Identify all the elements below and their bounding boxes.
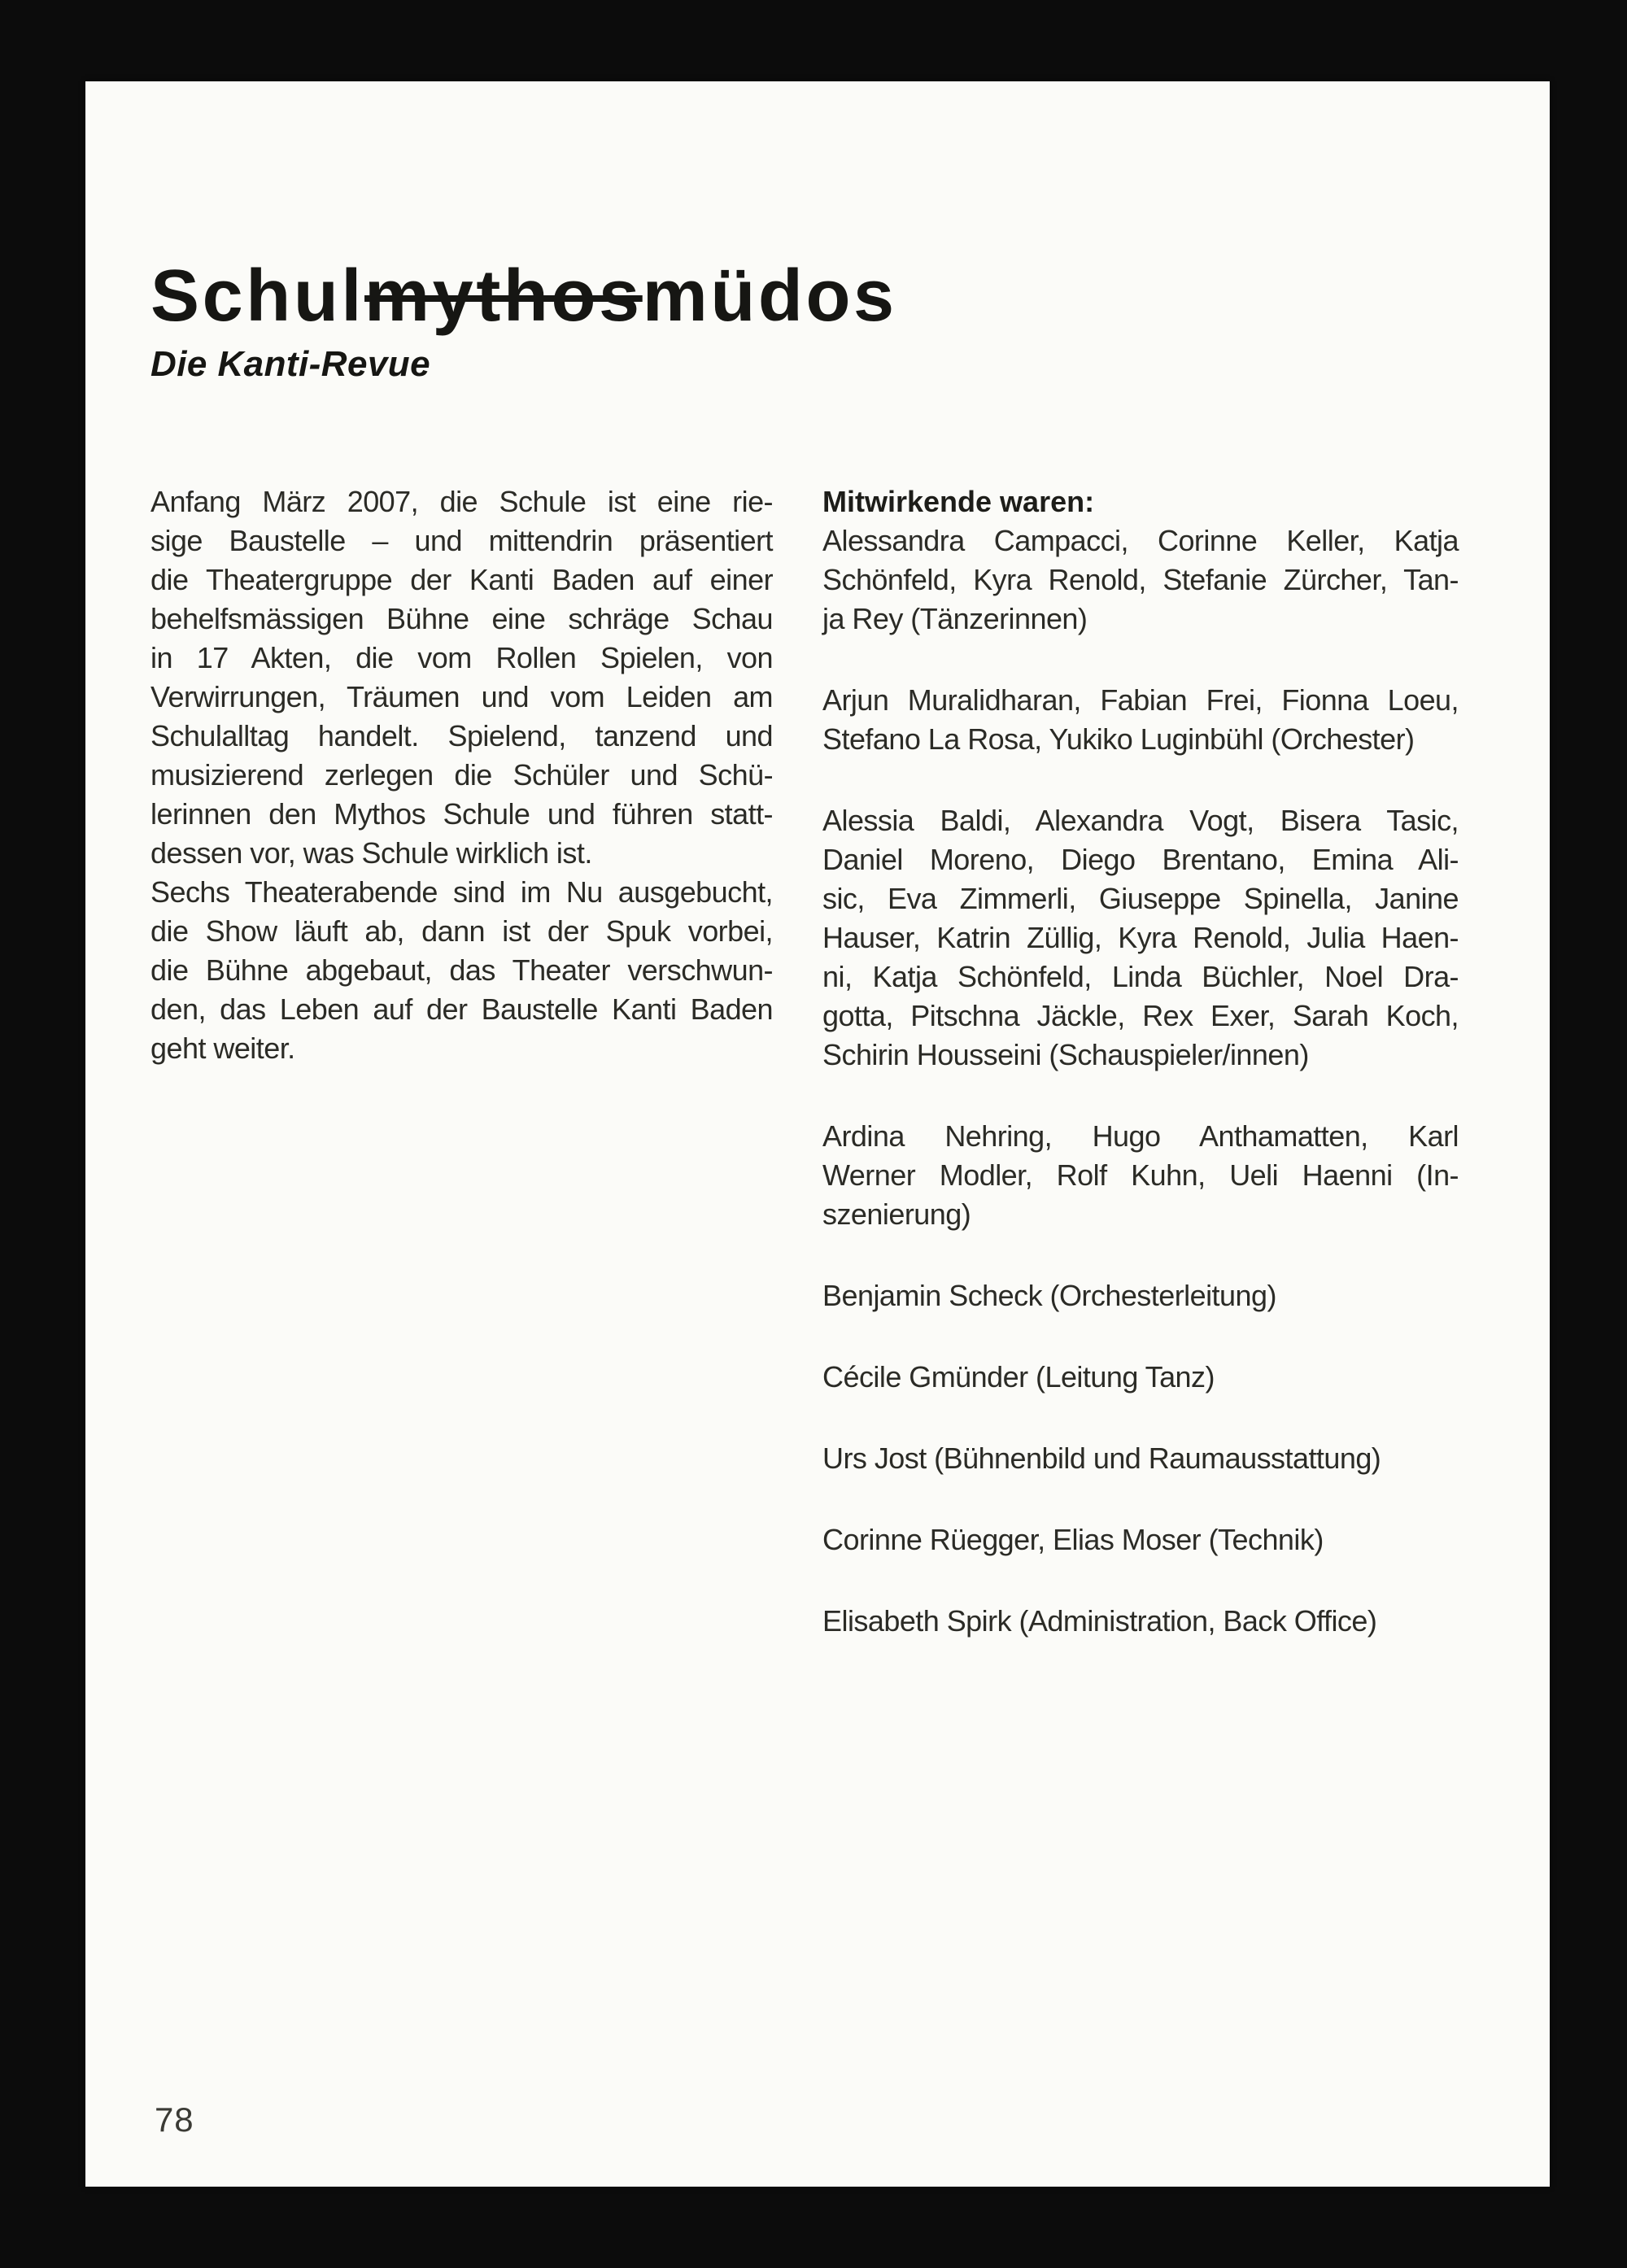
title-part-mythos-strikethrough: mythos — [364, 255, 643, 337]
book-page — [85, 81, 1550, 2187]
text-line: szenierung) — [822, 1197, 971, 1232]
contributor-group — [822, 1276, 1459, 1315]
body-paragraph — [150, 873, 773, 1068]
title-part-muedos: müdos — [642, 255, 897, 337]
text-line: Arjun Muralidharan, Fabian Frei, Fionna Loeu, — [822, 683, 1459, 717]
text-line: gotta, Pitschna Jäckle, Rex Exer, Sarah Koch, — [822, 999, 1459, 1033]
contributor-group — [822, 1602, 1459, 1641]
text-line: Daniel Moreno, Diego Brentano, Emina Ali- — [822, 843, 1459, 877]
contributor-groups — [822, 521, 1459, 1641]
text-line: Elisabeth Spirk (Administration, Back Office) — [822, 1604, 1377, 1638]
text-line: den, das Leben auf der Baustelle Kanti Baden — [150, 992, 774, 1027]
text-line: Stefano La Rosa, Yukiko Luginbühl (Orchester) — [822, 722, 1415, 757]
contributor-group — [822, 1358, 1459, 1397]
text-line: Anfang März 2007, die Schule ist eine rie- — [150, 485, 774, 519]
contributor-group — [822, 521, 1459, 639]
title-part-schul: Schul — [150, 255, 365, 337]
text-line: musizierend zerlegen die Schüler und Schü- — [150, 758, 774, 792]
text-line: Werner Modler, Rolf Kuhn, Ueli Haenni (In- — [822, 1158, 1459, 1193]
text-line: die Theatergruppe der Kanti Baden auf einer — [150, 563, 774, 597]
text-line: die Bühne abgebaut, das Theater verschwun- — [150, 953, 774, 988]
text-line: sic, Eva Zimmerli, Giuseppe Spinella, Janine — [822, 882, 1459, 916]
text-line: Schulalltag handelt. Spielend, tanzend und — [150, 719, 774, 753]
text-line: ni, Katja Schönfeld, Linda Büchler, Noel Dra- — [822, 960, 1459, 994]
contributor-group — [822, 801, 1459, 1075]
text-line: Ardina Nehring, Hugo Anthamatten, Karl — [822, 1119, 1459, 1154]
text-line: in 17 Akten, die vom Rollen Spielen, von — [150, 641, 774, 675]
text-line: Benjamin Scheck (Orchesterleitung) — [822, 1279, 1276, 1313]
text-line: die Show läuft ab, dann ist der Spuk vorbei, — [150, 914, 774, 949]
text-line: sige Baustelle – und mittendrin präsentiert — [150, 524, 774, 558]
text-line: Hauser, Katrin Züllig, Kyra Renold, Julia Haen- — [822, 921, 1459, 955]
contributor-group — [822, 1439, 1459, 1478]
text-line: ja Rey (Tänzerinnen) — [822, 602, 1088, 636]
right-column — [822, 482, 1459, 1683]
contributor-group — [822, 1520, 1459, 1559]
text-line: dessen vor, was Schule wirklich ist. — [150, 836, 592, 870]
body-paragraph — [150, 482, 773, 873]
text-line: Sechs Theaterabende sind im Nu ausgebucht, — [150, 875, 774, 909]
text-line: Alessia Baldi, Alexandra Vogt, Bisera Tasic, — [822, 804, 1459, 838]
text-line: Schönfeld, Kyra Renold, Stefanie Zürcher, Tan- — [822, 563, 1459, 597]
text-line: geht weiter. — [150, 1032, 295, 1066]
text-line: lerinnen den Mythos Schule und führen statt- — [150, 797, 774, 831]
text-line: Urs Jost (Bühnenbild und Raumausstattung) — [822, 1441, 1381, 1476]
contributor-group — [822, 1117, 1459, 1234]
text-line: Schirin Housseini (Schauspieler/innen) — [822, 1038, 1309, 1072]
contributor-group — [822, 681, 1459, 759]
text-line: Corinne Rüegger, Elias Moser (Technik) — [822, 1523, 1324, 1557]
text-line: Alessandra Campacci, Corinne Keller, Katja — [822, 524, 1459, 558]
contributors-heading: Mitwirkende waren: — [822, 485, 1095, 519]
left-column — [150, 482, 773, 1683]
page-number: 78 — [155, 2100, 194, 2139]
text-columns — [150, 482, 1459, 1683]
text-line: Cécile Gmünder (Leitung Tanz) — [822, 1360, 1215, 1394]
text-line: Verwirrungen, Träumen und vom Leiden am — [150, 680, 774, 714]
text-line: behelfsmässigen Bühne eine schräge Schau — [150, 602, 774, 636]
page-title — [150, 257, 1459, 336]
page-subtitle: Die Kanti-Revue — [150, 344, 431, 385]
